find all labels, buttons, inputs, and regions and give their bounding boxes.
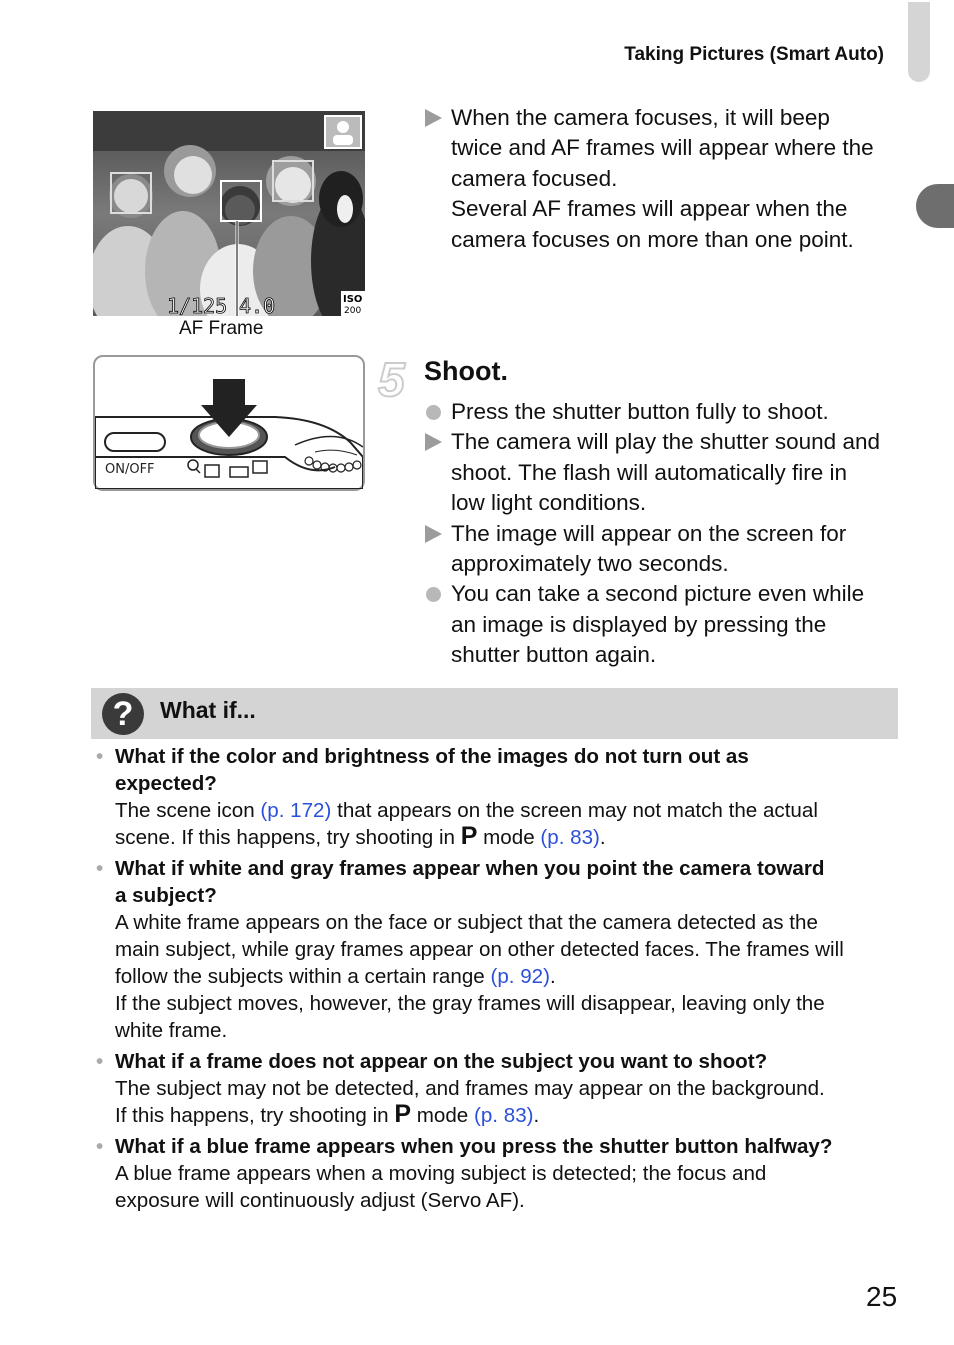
- circle-bullet-icon: [426, 405, 441, 420]
- page-header-title: Taking Pictures (Smart Auto): [624, 44, 884, 65]
- page-link[interactable]: (p. 83): [540, 826, 600, 849]
- answer-text: follow the subjects within a certain range: [115, 965, 491, 988]
- bullet-dot: •: [96, 1050, 104, 1073]
- text-line: low light conditions.: [451, 490, 647, 516]
- what-if-item: [95, 1133, 900, 1214]
- what-if-item: [95, 743, 900, 851]
- text-line: Press the shutter button fully to shoot.: [451, 399, 829, 424]
- text-line: twice and AF frames will appear where the: [451, 135, 874, 161]
- iso-label: ISO: [343, 294, 363, 305]
- shutter-illustration: [95, 357, 363, 489]
- circle-bullet-icon: [426, 587, 441, 602]
- answer-text: mode: [477, 826, 541, 849]
- chapter-tab-top: [908, 2, 930, 82]
- what-if-list: [95, 743, 900, 1218]
- triangle-bullet-icon: [425, 525, 442, 543]
- step-title: Shoot.: [424, 356, 508, 386]
- answer-line: [115, 797, 900, 824]
- shoot-bullet: [425, 519, 905, 580]
- bullet-dot: •: [96, 745, 104, 768]
- shoot-bullets: [425, 397, 905, 671]
- question-mark-icon: ?: [102, 693, 144, 735]
- text-line: The image will appear on the screen for: [451, 520, 847, 546]
- answer-line: A white frame appears on the face or subject that the camera detected as the: [115, 911, 818, 934]
- bullet-dot: •: [96, 857, 104, 880]
- answer-text: .: [533, 1104, 540, 1127]
- triangle-bullet-icon: [425, 109, 442, 127]
- what-if-item: [95, 1048, 900, 1129]
- question-text: a subject?: [115, 884, 217, 907]
- answer-text: If this happens, try shooting in: [115, 1104, 395, 1127]
- chapter-tab-marker: [916, 184, 954, 228]
- answer-line: A blue frame appears when a moving subject is detected; the focus and: [115, 1162, 767, 1185]
- af-frame-caption: AF Frame: [179, 318, 264, 339]
- photo-illustration: [93, 111, 365, 316]
- answer-text: .: [599, 826, 606, 849]
- step-number: 5: [378, 354, 405, 407]
- answer-text: mode: [411, 1104, 474, 1127]
- text-line: camera focused.: [451, 165, 618, 191]
- text-line: The camera will play the shutter sound and: [451, 429, 880, 455]
- text-line: shoot. The flash will automatically fire in: [451, 459, 848, 485]
- camera-top-illustration: [93, 355, 365, 491]
- page-link[interactable]: (p. 83): [473, 1104, 534, 1127]
- shoot-bullet: [425, 579, 905, 670]
- answer-text: scene. If this happens, try shooting in: [115, 826, 461, 849]
- what-if-item: [95, 855, 900, 1044]
- focus-bullet: [425, 103, 905, 255]
- text-line: shutter button again.: [451, 642, 657, 668]
- iso-value: 200: [344, 306, 362, 316]
- answer-line: main subject, while gray frames appear on other detected faces. The frames will: [115, 938, 844, 961]
- question-text: What if white and gray frames appear when you point the camera toward: [115, 857, 825, 880]
- triangle-bullet-icon: [425, 433, 442, 451]
- question-text: What if a blue frame appears when you press the shutter button halfway?: [115, 1135, 833, 1158]
- on-off-label: ON/OFF: [105, 462, 155, 477]
- text-line: Several AF frames will appear when the: [451, 196, 848, 222]
- shoot-bullet: [425, 397, 905, 427]
- text-line: camera focuses on more than one point.: [451, 226, 854, 252]
- text-line: When the camera focuses, it will beep: [451, 105, 830, 130]
- answer-line: white frame.: [115, 1019, 228, 1042]
- answer-line: [115, 963, 900, 990]
- answer-line: exposure will continuously adjust (Servo AF).: [115, 1189, 525, 1212]
- p-mode-icon: P: [394, 1100, 412, 1128]
- question-text: What if the color and brightness of the images do not turn out as: [115, 745, 749, 768]
- answer-text: that appears on the screen may not match the actual: [331, 799, 818, 822]
- answer-line: [115, 824, 900, 851]
- question-text: expected?: [115, 772, 217, 795]
- text-line: You can take a second picture even while: [451, 581, 865, 607]
- p-mode-icon: P: [460, 822, 478, 850]
- page-link[interactable]: (p. 92): [490, 965, 550, 988]
- shoot-bullet: [425, 427, 905, 518]
- bullet-dot: •: [96, 1135, 104, 1158]
- answer-line: If the subject moves, however, the gray frames will disappear, leaving only the: [115, 992, 825, 1015]
- page-number: 25: [866, 1281, 898, 1312]
- camera-screen-photo: [93, 111, 365, 316]
- text-line: approximately two seconds.: [451, 551, 729, 577]
- shutter-speed-readout: 1/125: [167, 294, 228, 316]
- answer-line: The subject may not be detected, and frames may appear on the background.: [115, 1077, 825, 1100]
- answer-text: The scene icon: [115, 799, 261, 822]
- answer-text: .: [550, 965, 556, 988]
- what-if-title: What if...: [160, 697, 256, 723]
- focus-result-bullets: [425, 103, 905, 255]
- text-line: an image is displayed by pressing the: [451, 611, 827, 637]
- aperture-readout: 4.0: [239, 294, 276, 316]
- answer-line: [115, 1102, 900, 1129]
- page-link[interactable]: (p. 172): [260, 799, 332, 822]
- question-text: What if a frame does not appear on the subject you want to shoot?: [115, 1050, 768, 1073]
